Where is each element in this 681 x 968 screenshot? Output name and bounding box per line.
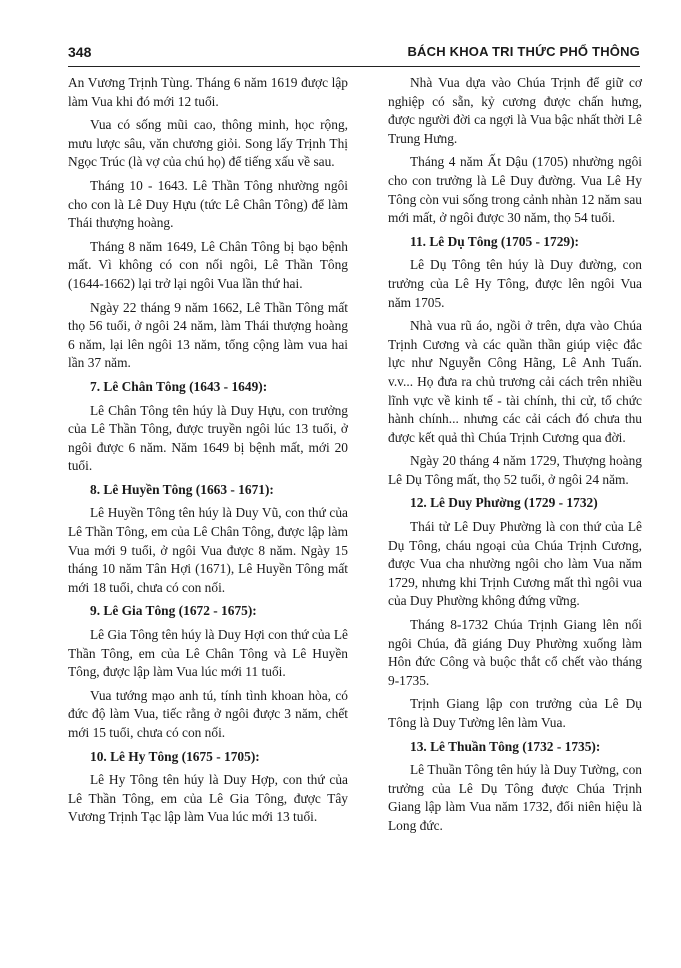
page-number: 348 — [68, 44, 92, 60]
paragraph: Vua tướng mạo anh tú, tính tình khoan hòa, có đức độ làm Vua, tiếc rằng ở ngôi được 3 năm, chết mới 15 tuổi, chưa có con nối. — [68, 687, 348, 740]
section-heading: 8. Lê Huyền Tông (1663 - 1671): — [90, 481, 274, 497]
paragraph: Ngày 22 tháng 9 năm 1662, Lê Thần Tông mất thọ 56 tuổi, ở ngôi 24 năm, làm Thái thượng hoàng 6 năm, lại lên ngôi 13 năm, tổng cộng làm vua hai lần 37 năm. — [68, 299, 348, 371]
section-heading: 13. Lê Thuần Tông (1732 - 1735): — [410, 738, 601, 754]
paragraph: Trịnh Giang lập con trưởng của Lê Dụ Tông là Duy Tường lên làm Vua. — [388, 696, 642, 730]
running-title: BÁCH KHOA TRI THỨC PHỔ THÔNG — [407, 44, 640, 59]
paragraph: Nhà Vua dựa vào Chúa Trịnh để giữ cơ nghiệp có sẵn, kỷ cương được chấn hưng, được người đời ca ngợi là Vua bậc nhất thời Lê Trung Hưng. — [388, 75, 642, 146]
paragraph: Tháng 8-1732 Chúa Trịnh Giang lên nối ngôi Chúa, đã giáng Duy Phường xuống làm Hôn đức Công và buộc thắt cổ chết vào tháng 9-1735. — [388, 617, 642, 688]
paragraph: Lê Huyền Tông tên húy là Duy Vũ, con thứ của Lê Thần Tông, em của Lê Chân Tông, được lập làm Vua mới 9 tuổi, ở ngôi Vua được 8 năm. Ngày 15 tháng 10 năm Tân Hợi (1671), Lê Huyền Tông mất mới 18 tuổi, chưa có con nối. — [68, 505, 348, 595]
paragraph: Lê Dụ Tông tên húy là Duy đường, con trưởng của Lê Hy Tông, được lên ngôi Vua năm 1705. — [388, 257, 642, 310]
paragraph: Vua có sống mũi cao, thông minh, học rộng, mưu lược sâu, văn chương giỏi. Song lấy Trịnh Thị Ngọc Trúc (là vợ của chú họ) để tiếng xấu về sau. — [68, 117, 348, 170]
paragraph: Lê Chân Tông tên húy là Duy Hựu, con trưởng của Lê Thần Tông, được truyền ngôi lúc 13 tuổi, ở ngôi được 6 năm. Năm 1649 bị bệnh mất, mới 20 tuổi. — [68, 402, 348, 474]
paragraph: Thái tử Lê Duy Phường là con thứ của Lê Dụ Tông, cháu ngoại của Chúa Trịnh Cương, được Vua cha nhường ngôi cho làm Vua năm 1729, nhưng khi Trịnh Cương mất thì ngôi vua của Duy Phường không đứng vững. — [388, 519, 642, 609]
paragraph: An Vương Trịnh Tùng. Tháng 6 năm 1619 được lập làm Vua khi đó mới 12 tuổi. — [68, 75, 348, 109]
paragraph: Tháng 4 năm Ất Dậu (1705) nhường ngôi cho con trưởng là Lê Duy đường. Vua Lê Hy Tông còn vui sống trong cảnh nhàn 12 năm sau mới mất, ở ngôi được 30 năm, thọ 54 tuổi. — [388, 154, 643, 226]
section-heading: 7. Lê Chân Tông (1643 - 1649): — [90, 378, 268, 394]
right-column — [388, 74, 642, 841]
page-header — [68, 44, 640, 66]
paragraph: Lê Thuần Tông tên húy là Duy Tường, con trưởng của Lê Dụ Tông được Chúa Trịnh Giang lập làm Vua năm 1732, đổi niên hiệu là Long đức. — [388, 762, 642, 833]
section-heading: 9. Lê Gia Tông (1672 - 1675): — [90, 603, 257, 619]
header-rule — [68, 66, 640, 67]
paragraph: Lê Hy Tông tên húy là Duy Hợp, con thứ của Lê Thần Tông, em của Lê Gia Tông, được Tây Vương Trịnh Tạc lập làm Vua lúc mới 13 tuổi. — [68, 772, 348, 825]
paragraph: Tháng 8 năm 1649, Lê Chân Tông bị bạo bệnh mất. Vì không có con nối ngôi, Lê Thần Tông (1644-1662) lại trở lại ngôi Vua lần thứ hai. — [68, 238, 348, 291]
left-column — [68, 74, 348, 832]
section-heading: 10. Lê Hy Tông (1675 - 1705): — [90, 748, 260, 764]
paragraph: Ngày 20 tháng 4 năm 1729, Thượng hoàng Lê Dụ Tông mất, thọ 52 tuổi, ở ngôi 24 năm. — [388, 453, 642, 487]
paragraph: Tháng 10 - 1643. Lê Thần Tông nhường ngôi cho con là Lê Duy Hựu (tức Lê Chân Tông) để làm Thái thượng hoàng. — [68, 177, 348, 231]
section-heading: 11. Lê Dụ Tông (1705 - 1729): — [410, 233, 580, 249]
section-heading: 12. Lê Duy Phường (1729 - 1732) — [410, 495, 598, 511]
paragraph: Lê Gia Tông tên húy là Duy Hợi con thứ của Lê Thần Tông, em của Lê Chân Tông và Lê Huyền Tông, được lập làm Vua lúc mới 11 tuổi. — [68, 627, 348, 680]
paragraph: Nhà vua rũ áo, ngồi ở trên, dựa vào Chúa Trịnh Cương và các quần thần giúp việc đắc lực như Nguyễn Công Hãng, Lê Anh Tuấn. v.v... Họ đưa ra chủ trương cải cách trên nhiều lĩnh vực về kinh tế - tài chính, thi cử, tổ chức hành chính... nhưng các cải cách đó chưa thu được kết quả thì Chúa Trịnh Cương qua đời. — [388, 318, 642, 445]
